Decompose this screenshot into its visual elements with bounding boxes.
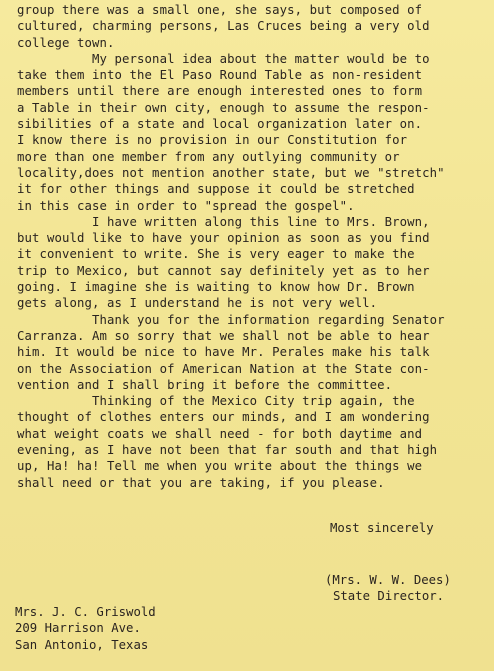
body-line: but would like to have your opinion as soon as you find [17,231,430,246]
body-line: vention and I shall bring it before the committee. [17,377,393,392]
body-line: thought of clothes enters our minds, and I am wondering [17,410,430,425]
body-line: in this case in order to "spread the gospel". [17,198,355,213]
signature-block [325,572,451,605]
body-line: Thinking of the Mexico City trip again, the [17,394,415,409]
body-line: gets along, as I understand he is not very well. [17,296,378,311]
body-line: up, Ha! ha! Tell me when you write about the things we [17,459,423,474]
recipient-address [15,604,156,653]
body-line: shall need or that you are taking, if you please. [17,475,385,490]
recipient-name: Mrs. J. C. Griswold [15,605,156,619]
body-line: a Table in their own city, enough to assume the respon- [17,100,430,115]
closing-salutation: Most sincerely [330,521,434,535]
signature-name: (Mrs. W. W. Dees) [325,573,451,587]
body-line: trip to Mexico, but cannot say definitely yet as to her [17,263,430,278]
body-line: what weight coats we shall need - for both daytime and [17,426,423,441]
body-line: locality,does not mention another state, but we "stretch" [17,165,445,180]
body-line: on the Association of American Nation at the State con- [17,361,430,376]
body-line: going. I imagine she is waiting to know how Dr. Brown [17,280,415,295]
letter-body [17,2,489,491]
body-line: Thank you for the information regarding Senator [17,312,445,327]
body-line: group there was a small one, she says, but composed of [17,3,423,17]
signature-title: State Director. [333,589,445,604]
body-line: My personal idea about the matter would be to [17,51,430,66]
body-line: I know there is no provision in our Constitution for [17,133,408,148]
body-line: sibilities of a state and local organization later on. [17,117,423,132]
body-line: cultured, charming persons, Las Cruces being a very old [17,19,430,34]
body-line: take them into the El Paso Round Table as non-resident [17,68,423,83]
body-line: more than one member from any outlying community or [17,149,400,164]
body-line: Carranza. Am so sorry that we shall not be able to hear [17,328,430,343]
recipient-city: San Antonio, Texas [15,637,149,652]
body-line: college town. [17,35,115,50]
body-line: him. It would be nice to have Mr. Perales make his talk [17,345,430,360]
body-line: it convenient to write. She is very eager to make the [17,247,415,262]
body-line: members until there are enough interested ones to form [17,84,423,99]
body-line: it for other things and suppose it could be stretched [17,182,415,197]
recipient-street: 209 Harrison Ave. [15,621,141,636]
body-line: evening, as I have not been that far south and that high [17,443,438,458]
body-line: I have written along this line to Mrs. Brown, [17,214,430,229]
